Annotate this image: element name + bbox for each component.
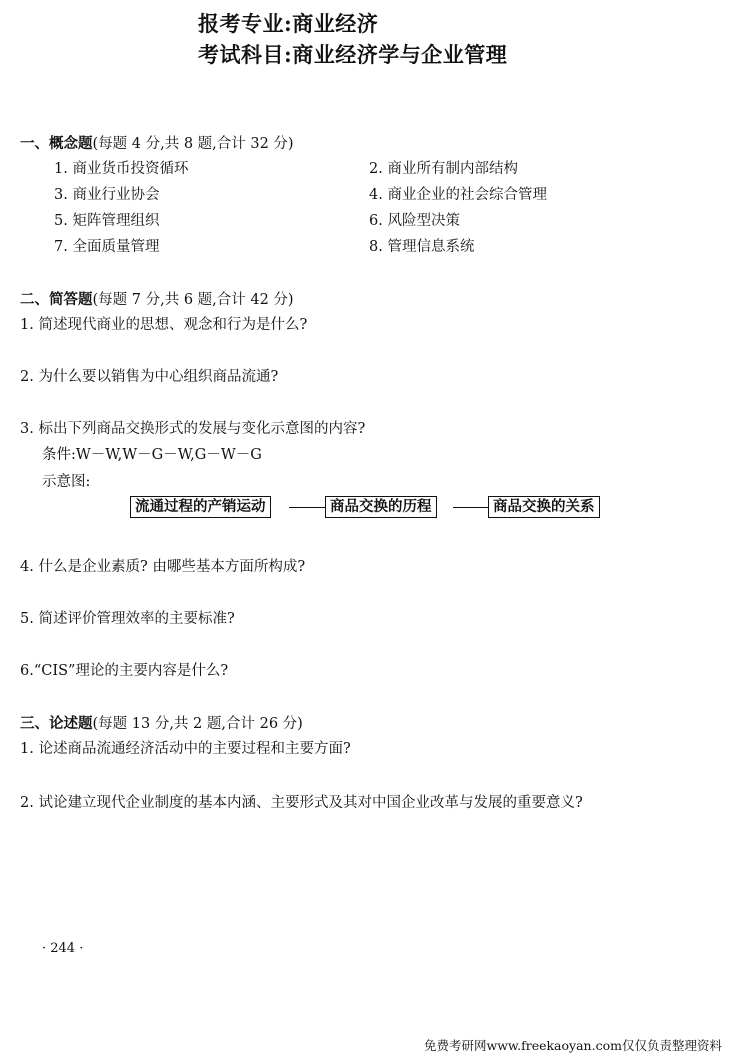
essay-question-1: 1. 论述商品流通经济活动中的主要过程和主要方面? <box>20 741 351 757</box>
short-answer-question-1: 1. 简述现代商业的思想、观念和行为是什么? <box>20 317 308 333</box>
concept-item-8: 8. 管理信息系统 <box>369 239 475 255</box>
section-2-heading <box>20 288 294 309</box>
short-answer-question-2: 2. 为什么要以销售为中心组织商品流通? <box>20 369 279 385</box>
concept-item-7: 7. 全面质量管理 <box>54 239 160 255</box>
short-answer-question-5: 5. 简述评价管理效率的主要标准? <box>20 611 235 627</box>
diagram-connector-line <box>289 507 325 508</box>
section-2-note: (每题 7 分,共 6 题,合计 42 分) <box>92 292 294 308</box>
page-number: · 244 · <box>42 941 84 956</box>
diagram-box-exchange-history: 商品交换的历程 <box>325 496 437 518</box>
essay-question-2: 2. 试论建立现代企业制度的基本内涵、主要形式及其对中国企业改革与发展的重要意义? <box>20 795 583 811</box>
question-3-diagram-label: 示意图: <box>42 474 91 490</box>
short-answer-question-6: 6.“CIS”理论的主要内容是什么? <box>20 663 229 679</box>
concept-item-5: 5. 矩阵管理组织 <box>54 213 160 229</box>
concept-item-4: 4. 商业企业的社会综合管理 <box>369 187 547 203</box>
watermark-text: 免费考研网www.freekaoyan.com仅仅负责整理资料 <box>424 1038 722 1053</box>
section-3-note: (每题 13 分,共 2 题,合计 26 分) <box>92 716 303 732</box>
diagram-box-exchange-relations: 商品交换的关系 <box>488 496 600 518</box>
section-2-title: 二、简答题 <box>20 291 93 308</box>
section-3-heading <box>20 712 303 733</box>
section-3-title: 三、论述题 <box>20 715 93 732</box>
section-1-heading <box>20 132 294 153</box>
short-answer-question-4: 4. 什么是企业素质? 由哪些基本方面所构成? <box>20 559 306 575</box>
diagram-box-production-sales-movement: 流通过程的产销运动 <box>130 496 271 518</box>
section-1-note: (每题 4 分,共 8 题,合计 32 分) <box>92 136 294 152</box>
concept-item-3: 3. 商业行业协会 <box>54 187 160 203</box>
short-answer-question-3: 3. 标出下列商品交换形式的发展与变化示意图的内容? <box>20 421 366 437</box>
exam-subject-heading: 考试科目:商业经济学与企业管理 <box>198 42 508 67</box>
question-3-condition: 条件:W－W,W－G－W,G－W－G <box>42 447 262 463</box>
concept-item-6: 6. 风险型决策 <box>369 213 460 229</box>
concept-item-1: 1. 商业货币投资循环 <box>54 161 189 177</box>
diagram-connector-line <box>453 507 488 508</box>
section-1-title: 一、概念题 <box>20 135 93 152</box>
exam-major-heading: 报考专业:商业经济 <box>198 11 379 36</box>
concept-item-2: 2. 商业所有制内部结构 <box>369 161 518 177</box>
